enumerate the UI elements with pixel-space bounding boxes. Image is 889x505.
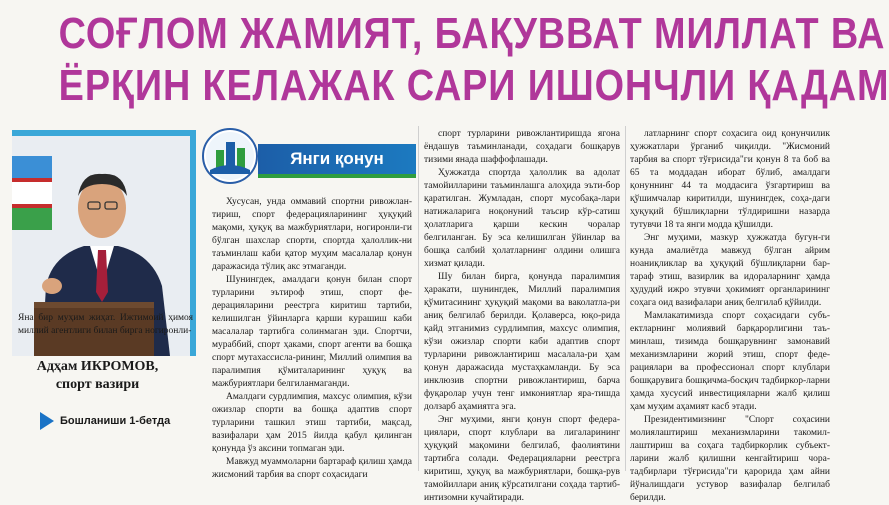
paragraph: латларнинг спорт соҳасига оид қонунчилик ҳужжатлари ўрганиб чиқилди. "Жисмоний тарбия ва спорт тўғрисида"ги қонун 8 та боб ва 65 та моддадан иборат бўлиб, амалдаги қонуннинг 44 та моддасига ўзгартириш ва қўшимчалар киритилди, шунингдек, соҳа-даги ҳуқуқий бўшлиқларни тўлдиришни назарда тутувчи 18 та янги модда қўшилди. [630, 129, 830, 230]
paragraph: Энг муҳими, мазкур ҳужжатда бугун-ги кунда амалиётда мавжуд бўлган айрим ноаниқликлар ва ҳуқуқий бўшлиқларни бар-тараф этиш, вазирлик ва идораларнинг ҳамда ҳудудий ижро этувчи ҳокимият органларининг соҳага оид вазифалари аниқ белгилаб қўйилди. [630, 233, 830, 308]
left-column-text: Яна бир муҳим жиҳат. Ижтимоий ҳимоя миллий агентлиги билан бирга ногиронли- [18, 313, 193, 336]
paragraph: Мамлакатимизда спорт соҳасидаги субъ-ектларнинг молиявий барқарорлигини таъ-минлаш, тизимда бошқарувнинг замонавий механизмларини жорий этиш, спорт феде-рациялари ва профессионал спорт клублари бошқарувига бошқичма-босқич тадбиркор-ларни ҳамда хусусий инвестицияларни жалб қилиш ҳам муҳим аҳамият касб этади. [630, 311, 830, 412]
author-role: спорт вазири [55, 377, 140, 392]
paragraph: Ҳужжатда спортда ҳалоллик ва адолат тамойилларини таъминлашга алоҳида эъти-бор қаратилган. Жумладан, спорт мусобақа-лари натижаларига ноқонуний таъсир кўр-сатиш ҳолатларига қарши кескин чоралар белгиланган. Бу эса келишилган ўйинлар ва бошқа салбий ҳолатларнинг олдини олишга хизмат қилади. [424, 168, 620, 269]
author-name: Адҳам ИКРОМОВ, [36, 359, 159, 374]
paragraph: Хусусан, унда оммавий спортни ривожлан-тириш, спорт федерацияларининг ҳуқуқий мақоми, ҳуқуқ ва мажбуриятлари, ногиронли-ги бўлган шахслар спорти, спортда ҳалоллик-ни таъминлаш каби қатор муҳим масалалар қонун даражасида тўлиқ акс этмаганди. [212, 197, 412, 272]
column-divider [418, 126, 419, 471]
paragraph: спорт турларини ривожлантиришда ягона ёндашув таъминланади, соҳадаги бошқарув тизими янада шаффофлашади. [424, 129, 620, 165]
headline-line-2: ЁРҚИН КЕЛАЖАК САРИ ИШОНЧЛИ ҚАДАМ [58, 61, 889, 110]
new-law-badge [202, 128, 422, 184]
author-column [0, 126, 195, 471]
paragraph: Энг муҳими, янги қонун спорт федера-циялари, спорт клублари ва лигаларининг ҳуқуқий мақомини белгилаб, фаолиятини тартибга солади. Федерацияларни реестрга киритиш, ҳуқуқ ва мажбуриятлари, бошқа-рув тамойиллари аниқ кўрсатилгани соҳада тартиб-интизомни кучайтиради. [424, 415, 620, 503]
flag-graphic [12, 156, 52, 230]
paragraph: Амалдаги сурдлимпия, махсус олимпия, кўзи ожизлар спорти ва бошқа адаптив спорт турларини ташкил этиш тартиби, мақсад, вазифалари ҳам 2015 йилда қабул қилинган қонунда ўз аксини топмаган эди. [212, 392, 412, 454]
continued-marker [40, 412, 170, 430]
badge-label: Янги қонун [258, 144, 416, 174]
play-arrow-icon [40, 412, 54, 430]
badge-stripe [258, 174, 416, 178]
paragraph: Шу билан бирга, қонунда паралимпия ҳаракати, шунингдек, Миллий паралимпия қўмитасининг ҳуқуқий мақоми ва ваколатла-ри аниқ белгилаб берилди. Қолаверса, юқо-рида қайд этганимиз сурдлимпия, махсус олимпия, кўзи ожизлар спорти каби адаптив спорт турларини ривожлантириш масалала-ри ҳам қонун даражасида мустаҳкамланди. Бу эса инклюзив спортни ривожлантириш, барча фуқаролар учун тенг имкониятлар яра-тишда долзарб аҳамиятга эга. [424, 272, 620, 412]
buildings-logo-icon [202, 128, 258, 184]
paragraph: Президентимизнинг "Спорт соҳасини молиялаштириш механизмларини такомил-лаштириш ва соҳага тадбиркорлик субъект-ларини жалб қилишни кенгайтириш чора-тадбирлари тўғрисида"ги қарорида ҳам айни йўналишдаги устувор вазифалар белгилаб берилди. [630, 415, 830, 503]
column-divider [625, 126, 626, 471]
paragraph: Мавжуд муаммоларни бартараф қилиш ҳамда жисмоний тарбия ва спорт соҳасидаги [212, 457, 412, 480]
author-caption [0, 358, 195, 394]
article-column-3 [630, 128, 830, 503]
paragraph: Шунингдек, амалдаги қонун билан спорт турларини эътироф этиш, спорт фе-дерацияларини реестрга киритиш тартиби, келишилган ўйинларга қарши курашиш каби масалалар тартибга солинмаган эди. Спортчи, мураббий, спорт ҳаками, спорт агенти ва бошқа спорт мутахассисла-рининг, Миллий олимпия ва паралимпия қўмиталарининг ҳуқуқ ва мажбуриятлари белгиланмаганди. [212, 275, 412, 389]
article-column-1 [212, 196, 412, 480]
headline-line-1: СОҒЛОМ ЖАМИЯТ, БАҚУВВАТ МИЛЛАТ ВА [58, 9, 886, 58]
continued-label: Бошланиши 1-бетда [60, 415, 171, 427]
article-column-2 [424, 128, 620, 503]
